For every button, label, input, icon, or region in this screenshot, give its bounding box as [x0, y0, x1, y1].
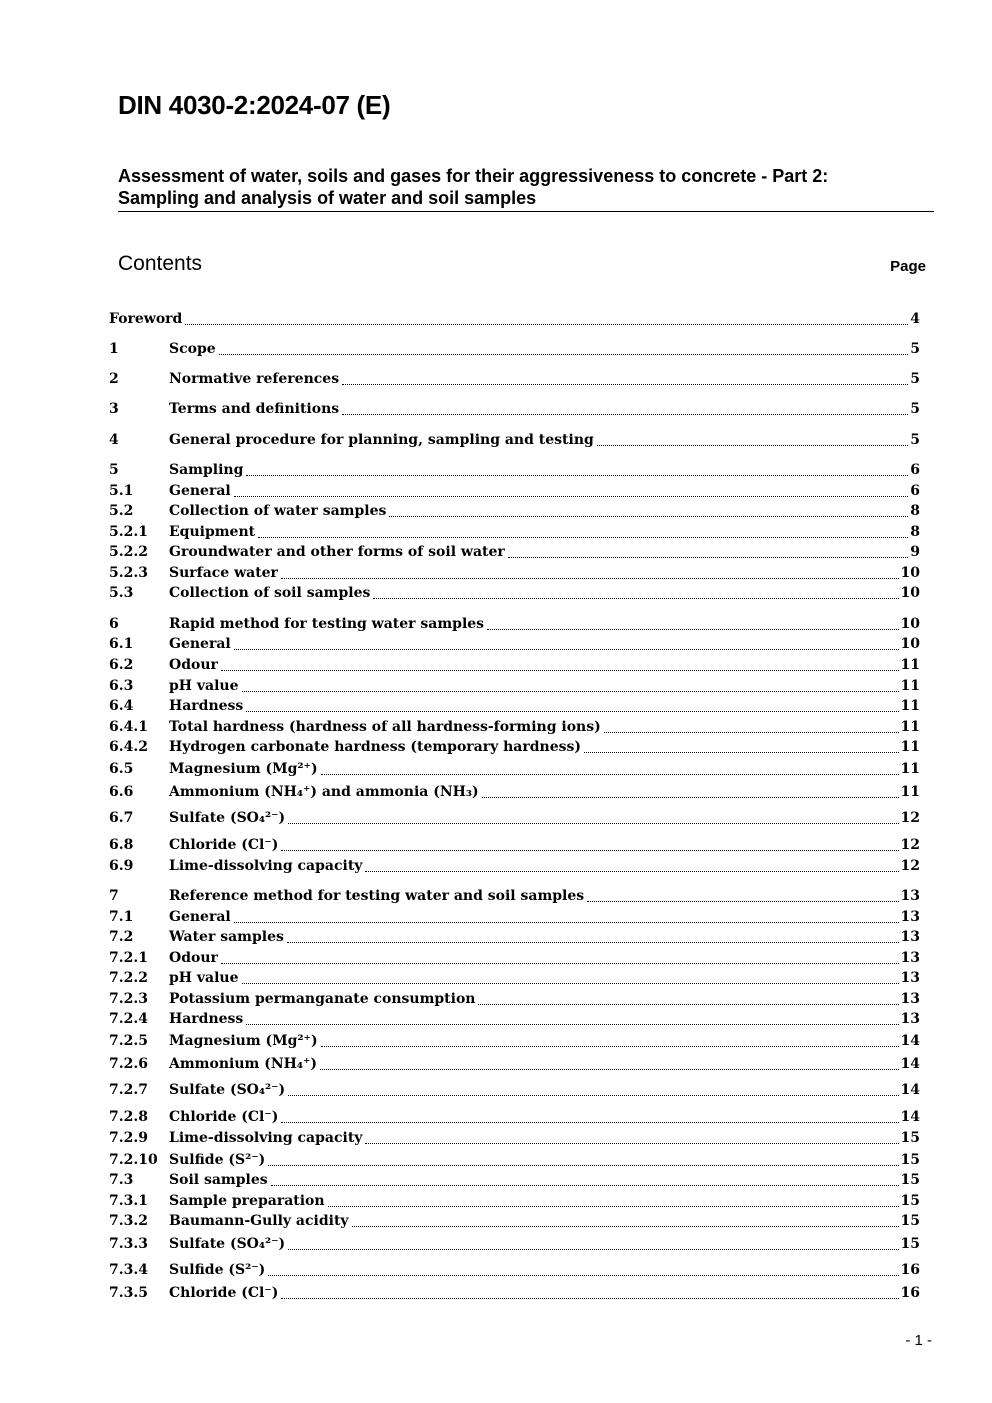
- toc-entry-title: Sulfide (S²⁻): [169, 1152, 266, 1168]
- toc-leader-dots: [373, 598, 898, 599]
- toc-leader-dots: [365, 1143, 898, 1144]
- toc-entry-number: 7.2: [109, 929, 134, 945]
- toc-entry-title: Foreword: [109, 311, 183, 327]
- toc-entry[interactable]: [109, 1150, 920, 1170]
- toc-entry-title: Sulfide (S²⁻): [169, 1262, 266, 1278]
- document-title: [118, 165, 934, 212]
- page-number-footer: - 1 -: [905, 1332, 932, 1349]
- toc-leader-dots: [246, 1024, 898, 1025]
- toc-leader-dots: [288, 823, 898, 824]
- toc-leader-dots: [246, 711, 898, 712]
- toc-entry[interactable]: [109, 1211, 920, 1231]
- toc-entry-number: 7.1: [109, 909, 134, 925]
- toc-leader-dots: [185, 324, 908, 325]
- toc-leader-dots: [271, 1185, 899, 1186]
- toc-entry-number: 6.4.2: [109, 739, 148, 755]
- toc-entry[interactable]: [109, 886, 920, 906]
- toc-leader-dots: [365, 871, 898, 872]
- toc-leader-dots: [246, 475, 908, 476]
- toc-entry-page: 10: [900, 565, 920, 581]
- toc-entry[interactable]: [109, 1260, 920, 1280]
- toc-entry[interactable]: [109, 399, 920, 419]
- toc-entry-number: 7.2.8: [109, 1109, 148, 1125]
- toc-entry-number: 7.2.7: [109, 1082, 148, 1098]
- toc-entry[interactable]: [109, 614, 920, 634]
- toc-entry-page: 13: [900, 970, 920, 986]
- toc-leader-dots: [321, 774, 899, 775]
- toc-leader-dots: [268, 1165, 898, 1166]
- toc-entry[interactable]: [109, 759, 920, 779]
- toc-entry[interactable]: [109, 309, 920, 329]
- toc-entry-title: Collection of soil samples: [169, 585, 371, 601]
- toc-entry-number: 5.1: [109, 483, 134, 499]
- toc-entry[interactable]: [109, 583, 920, 603]
- toc-entry-title: Ammonium (NH₄⁺): [169, 1056, 317, 1072]
- toc-entry-title: Normative references: [169, 371, 340, 387]
- toc-entry-number: 5.2.1: [109, 524, 148, 540]
- toc-leader-dots: [281, 1122, 898, 1123]
- toc-leader-dots: [281, 578, 899, 579]
- toc-entry-title: Hydrogen carbonate hardness (temporary hardness): [169, 739, 582, 755]
- toc-entry-title: Collection of water samples: [169, 503, 387, 519]
- toc-leader-dots: [281, 850, 898, 851]
- toc-entry-title: pH value: [169, 970, 239, 986]
- toc-leader-dots: [234, 496, 909, 497]
- toc-leader-dots: [221, 963, 899, 964]
- toc-entry[interactable]: [109, 989, 920, 1009]
- toc-entry[interactable]: [109, 430, 920, 450]
- toc-entry[interactable]: [109, 481, 920, 501]
- toc-entry-number: 7.2.9: [109, 1130, 148, 1146]
- toc-entry[interactable]: [109, 948, 920, 968]
- toc-entry-number: 7.3.1: [109, 1193, 148, 1209]
- toc-entry[interactable]: [109, 1191, 920, 1211]
- toc-entry-title: General: [169, 909, 231, 925]
- toc-entry-number: 6.4.1: [109, 719, 148, 735]
- toc-leader-dots: [604, 732, 899, 733]
- toc-entry-page: 6: [910, 462, 920, 478]
- toc-entry-number: 5.2: [109, 503, 134, 519]
- toc-leader-dots: [287, 942, 899, 943]
- toc-leader-dots: [258, 537, 908, 538]
- toc-leader-dots: [281, 1298, 898, 1299]
- toc-entry-title: General: [169, 483, 231, 499]
- toc-entry-page: 14: [900, 1082, 920, 1098]
- toc-entry-page: 11: [900, 657, 920, 673]
- toc-entry-number: 6.2: [109, 657, 134, 673]
- toc-entry-title: Lime-dissolving capacity: [169, 858, 363, 874]
- toc-entry[interactable]: [109, 1031, 920, 1051]
- toc-entry-number: 7.2.4: [109, 1011, 148, 1027]
- toc-entry-page: 16: [900, 1285, 920, 1301]
- toc-entry-title: Water samples: [169, 929, 284, 945]
- toc-leader-dots: [221, 670, 899, 671]
- toc-leader-dots: [478, 1004, 898, 1005]
- toc-entry-number: 7.2.3: [109, 991, 148, 1007]
- toc-entry[interactable]: [109, 522, 920, 542]
- toc-entry-title: General: [169, 636, 231, 652]
- toc-entry[interactable]: [109, 835, 920, 855]
- toc-entry[interactable]: [109, 339, 920, 359]
- toc-entry-page: 15: [900, 1236, 920, 1252]
- toc-entry-title: Rapid method for testing water samples: [169, 616, 485, 632]
- toc-entry-page: 11: [900, 761, 920, 777]
- toc-entry[interactable]: [109, 737, 920, 757]
- toc-entry[interactable]: [109, 1054, 920, 1074]
- toc-entry[interactable]: [109, 1128, 920, 1148]
- toc-entry-page: 15: [900, 1213, 920, 1229]
- toc-entry-number: 6.1: [109, 636, 134, 652]
- toc-entry-number: 4: [109, 432, 119, 448]
- toc-entry-number: 7.3.4: [109, 1262, 148, 1278]
- toc-entry-number: 6.6: [109, 784, 134, 800]
- toc-entry-title: Sulfate (SO₄²⁻): [169, 1236, 286, 1252]
- toc-entry-number: 3: [109, 401, 119, 417]
- toc-leader-dots: [242, 983, 899, 984]
- toc-entry[interactable]: [109, 501, 920, 521]
- toc-entry[interactable]: [109, 676, 920, 696]
- toc-entry-page: 15: [900, 1193, 920, 1209]
- toc-leader-dots: [320, 1069, 899, 1070]
- toc-leader-dots: [234, 922, 899, 923]
- toc-entry[interactable]: [109, 782, 920, 802]
- toc-entry-number: 5.2.3: [109, 565, 148, 581]
- toc-entry-title: Hardness: [169, 698, 244, 714]
- toc-entry-page: 11: [900, 698, 920, 714]
- toc-entry-page: 15: [900, 1152, 920, 1168]
- toc-entry-number: 7.3: [109, 1172, 134, 1188]
- toc-entry[interactable]: [109, 460, 920, 480]
- toc-leader-dots: [587, 901, 898, 902]
- toc-entry[interactable]: [109, 1234, 920, 1254]
- toc-entry-title: Reference method for testing water and soil samples: [169, 888, 585, 904]
- toc-entry-number: 7.2.10: [109, 1152, 158, 1168]
- toc-entry-number: 5.3: [109, 585, 134, 601]
- toc-entry-title: Baumann-Gully acidity: [169, 1213, 349, 1229]
- toc-entry-title: Surface water: [169, 565, 278, 581]
- toc-entry[interactable]: [109, 1080, 920, 1100]
- document-id: DIN 4030-2:2024-07 (E): [118, 90, 391, 120]
- toc-entry-page: 13: [900, 991, 920, 1007]
- toc-entry-number: 1: [109, 341, 119, 357]
- toc-leader-dots: [219, 354, 909, 355]
- toc-entry[interactable]: [109, 696, 920, 716]
- toc-entry[interactable]: [109, 542, 920, 562]
- toc-entry-title: General procedure for planning, sampling and testing: [169, 432, 594, 448]
- toc-entry[interactable]: [109, 856, 920, 876]
- toc-entry-number: 7.2.5: [109, 1033, 148, 1049]
- toc-entry-page: 13: [900, 888, 920, 904]
- toc-leader-dots: [234, 649, 899, 650]
- toc-entry-title: Sampling: [169, 462, 244, 478]
- toc-entry-page: 4: [910, 311, 920, 327]
- toc-entry-number: 7.3.5: [109, 1285, 148, 1301]
- toc-entry-page: 12: [900, 858, 920, 874]
- toc-entry-title: Sulfate (SO₄²⁻): [169, 1082, 286, 1098]
- toc-leader-dots: [321, 1046, 899, 1047]
- toc-entry-page: 6: [910, 483, 920, 499]
- toc-entry[interactable]: [109, 1170, 920, 1190]
- toc-entry-title: Terms and definitions: [169, 401, 340, 417]
- toc-entry-page: 5: [910, 401, 920, 417]
- toc-leader-dots: [508, 557, 908, 558]
- toc-entry-number: 6.9: [109, 858, 134, 874]
- toc-leader-dots: [597, 445, 908, 446]
- toc-leader-dots: [352, 1226, 899, 1227]
- toc-leader-dots: [342, 384, 908, 385]
- toc-entry-number: 5.2.2: [109, 544, 148, 560]
- toc-entry-page: 10: [900, 585, 920, 601]
- toc-entry-page: 11: [900, 719, 920, 735]
- toc-leader-dots: [242, 691, 899, 692]
- toc-entry-number: 6.7: [109, 810, 134, 826]
- toc-entry-number: 6: [109, 616, 119, 632]
- toc-entry-number: 6.8: [109, 837, 134, 853]
- toc-entry-page: 13: [900, 950, 920, 966]
- toc-entry[interactable]: [109, 1283, 920, 1303]
- toc-entry[interactable]: [109, 655, 920, 675]
- toc-entry-number: 7: [109, 888, 119, 904]
- toc-entry-page: 13: [900, 929, 920, 945]
- toc-entry[interactable]: [109, 808, 920, 828]
- toc-entry-page: 12: [900, 837, 920, 853]
- toc-entry-title: Sample preparation: [169, 1193, 325, 1209]
- toc-entry-page: 10: [900, 636, 920, 652]
- toc-entry-title: Soil samples: [169, 1172, 268, 1188]
- toc-entry-title: Total hardness (hardness of all hardness-forming ions): [169, 719, 601, 735]
- toc-entry[interactable]: [109, 968, 920, 988]
- toc-entry-title: Sulfate (SO₄²⁻): [169, 810, 286, 826]
- toc-entry-title: Ammonium (NH₄⁺) and ammonia (NH₃): [169, 784, 479, 800]
- toc-entry[interactable]: [109, 634, 920, 654]
- toc-entry-page: 10: [900, 616, 920, 632]
- toc-leader-dots: [328, 1206, 899, 1207]
- toc-entry[interactable]: [109, 563, 920, 583]
- toc-leader-dots: [288, 1249, 898, 1250]
- toc-leader-dots: [482, 797, 899, 798]
- toc-leader-dots: [584, 752, 899, 753]
- toc-entry-number: 6.5: [109, 761, 134, 777]
- toc-leader-dots: [342, 414, 908, 415]
- toc-entry-title: Scope: [169, 341, 216, 357]
- document-title-line-1: Assessment of water, soils and gases for their aggressiveness to concrete - Part 2:: [118, 166, 829, 186]
- toc-entry-page: 5: [910, 371, 920, 387]
- toc-entry-title: Lime-dissolving capacity: [169, 1130, 363, 1146]
- toc-entry-title: Hardness: [169, 1011, 244, 1027]
- toc-leader-dots: [389, 516, 908, 517]
- toc-leader-dots: [487, 629, 898, 630]
- toc-entry-page: 15: [900, 1172, 920, 1188]
- toc-entry[interactable]: [109, 927, 920, 947]
- toc-entry-page: 11: [900, 739, 920, 755]
- toc-entry-number: 7.3.2: [109, 1213, 148, 1229]
- toc-entry-title: Chloride (Cl⁻): [169, 1285, 279, 1301]
- toc-entry-number: 7.2.6: [109, 1056, 148, 1072]
- toc-entry-title: Magnesium (Mg²⁺): [169, 761, 318, 777]
- toc-entry-number: 2: [109, 371, 119, 387]
- toc-entry-page: 11: [900, 784, 920, 800]
- toc-entry-page: 13: [900, 909, 920, 925]
- toc-entry-number: 7.3.3: [109, 1236, 148, 1252]
- toc-leader-dots: [288, 1095, 898, 1096]
- toc-entry-page: 5: [910, 341, 920, 357]
- toc-entry-title: Chloride (Cl⁻): [169, 837, 279, 853]
- toc-entry-page: 8: [910, 524, 920, 540]
- document-title-line-2: Sampling and analysis of water and soil samples: [118, 188, 537, 208]
- toc-entry-page: 8: [910, 503, 920, 519]
- toc-entry-title: Groundwater and other forms of soil water: [169, 544, 505, 560]
- toc-entry-page: 13: [900, 1011, 920, 1027]
- toc-entry-title: Equipment: [169, 524, 256, 540]
- toc-entry-page: 14: [900, 1109, 920, 1125]
- toc-entry-title: pH value: [169, 678, 239, 694]
- toc-entry-page: 11: [900, 678, 920, 694]
- toc-entry-page: 9: [910, 544, 920, 560]
- contents-heading: Contents: [118, 252, 203, 275]
- toc-entry-title: Magnesium (Mg²⁺): [169, 1033, 318, 1049]
- toc-entry[interactable]: [109, 907, 920, 927]
- toc-entry-page: 12: [900, 810, 920, 826]
- toc-entry[interactable]: [109, 717, 920, 737]
- toc-entry-page: 16: [900, 1262, 920, 1278]
- toc-entry-number: 5: [109, 462, 119, 478]
- page-column-label: Page: [890, 258, 926, 275]
- toc-entry-title: Chloride (Cl⁻): [169, 1109, 279, 1125]
- toc-entry[interactable]: [109, 1107, 920, 1127]
- toc-entry-page: 15: [900, 1130, 920, 1146]
- toc-entry-number: 6.4: [109, 698, 134, 714]
- toc-entry[interactable]: [109, 369, 920, 389]
- toc-entry-number: 7.2.1: [109, 950, 148, 966]
- toc-entry-title: Odour: [169, 657, 218, 673]
- toc-entry[interactable]: [109, 1009, 920, 1029]
- toc-entry-page: 14: [900, 1056, 920, 1072]
- toc-leader-dots: [268, 1275, 898, 1276]
- toc-entry-number: 6.3: [109, 678, 134, 694]
- toc-entry-title: Potassium permanganate consumption: [169, 991, 476, 1007]
- toc-entry-title: Odour: [169, 950, 218, 966]
- toc-entry-page: 5: [910, 432, 920, 448]
- toc-entry-page: 14: [900, 1033, 920, 1049]
- toc-entry-number: 7.2.2: [109, 970, 148, 986]
